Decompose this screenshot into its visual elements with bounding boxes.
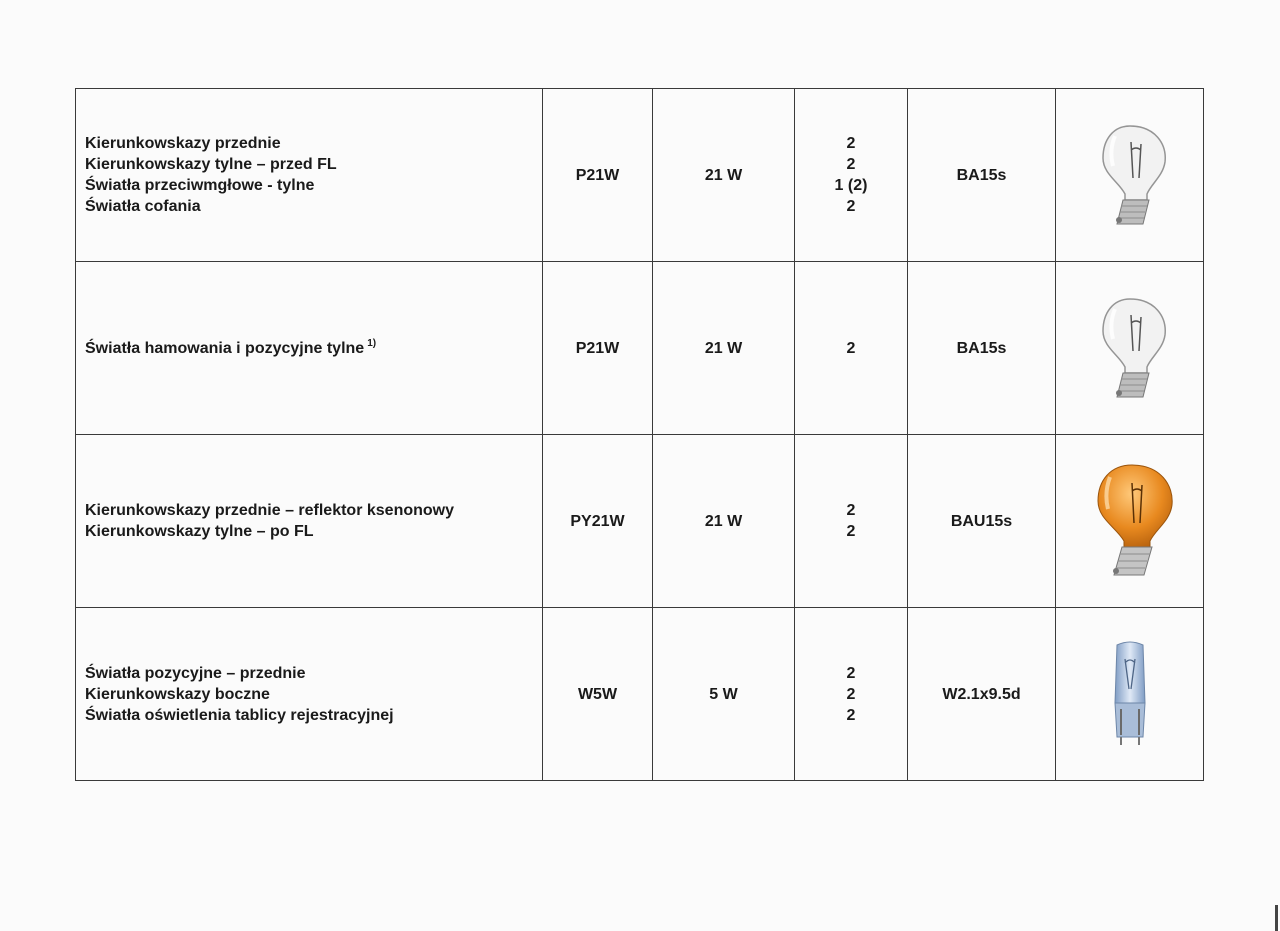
base-cell: BAU15s	[908, 435, 1056, 608]
quantity-value: 2	[846, 502, 856, 519]
quantity-value: 2	[846, 664, 856, 682]
quantity-value: 2	[846, 156, 856, 173]
quantity-value: 2	[846, 685, 856, 703]
application-line: Kierunkowskazy tylne – przed FL	[85, 156, 337, 173]
clear-bulb-icon	[1085, 120, 1175, 230]
application-line: Kierunkowskazy tylne – po FL	[85, 523, 314, 540]
wedge-bulb-icon	[1105, 639, 1155, 749]
application-line: Kierunkowskazy boczne	[85, 685, 270, 703]
base-cell: BA15s	[908, 89, 1056, 262]
bulb-image-cell	[1056, 435, 1204, 608]
table-row	[76, 435, 1204, 608]
bulb-image-cell	[1056, 608, 1204, 781]
table-row	[76, 608, 1204, 781]
quantity-value: 2	[846, 198, 856, 215]
quantity-cell	[795, 435, 908, 608]
quantity-value: 1 (2)	[834, 177, 868, 194]
bulb-type-cell: P21W	[543, 262, 653, 435]
clear-bulb-icon	[1085, 293, 1175, 403]
application-line: Światła oświetlenia tablicy rejestracyjnej	[85, 706, 394, 724]
scan-edge-mark	[1275, 905, 1278, 931]
bulb-type-cell: P21W	[543, 89, 653, 262]
quantity-cell	[795, 89, 908, 262]
application-cell	[76, 89, 543, 262]
table-row	[76, 89, 1204, 262]
application-line: Kierunkowskazy przednie	[85, 135, 281, 152]
power-cell: 21 W	[653, 89, 795, 262]
base-cell: W2.1x9.5d	[908, 608, 1056, 781]
application-cell	[76, 608, 543, 781]
application-line: Światła pozycyjne – przednie	[85, 664, 306, 682]
application-line: Kierunkowskazy przednie – reflektor ksenonowy	[85, 502, 455, 519]
application-line: Światła hamowania i pozycyjne tylne	[85, 339, 365, 357]
application-cell	[76, 435, 543, 608]
quantity-cell	[795, 262, 908, 435]
quantity-value: 2	[846, 135, 856, 152]
amber-bulb-icon	[1080, 461, 1180, 581]
quantity-value: 2	[846, 339, 856, 357]
bulb-type-cell: PY21W	[543, 435, 653, 608]
power-cell: 21 W	[653, 262, 795, 435]
power-cell: 5 W	[653, 608, 795, 781]
power-cell: 21 W	[653, 435, 795, 608]
quantity-value: 2	[846, 523, 856, 540]
application-line: Światła przeciwmgłowe - tylne	[85, 177, 315, 194]
bulb-type-cell: W5W	[543, 608, 653, 781]
base-cell: BA15s	[908, 262, 1056, 435]
application-line: Światła cofania	[85, 198, 201, 215]
quantity-cell	[795, 608, 908, 781]
bulb-table	[75, 88, 1204, 781]
table-row	[76, 262, 1204, 435]
bulb-image-cell	[1056, 262, 1204, 435]
bulb-image-cell	[1056, 89, 1204, 262]
application-cell	[76, 262, 543, 435]
quantity-value: 2	[846, 706, 856, 724]
footnote-marker: 1)	[367, 338, 377, 350]
